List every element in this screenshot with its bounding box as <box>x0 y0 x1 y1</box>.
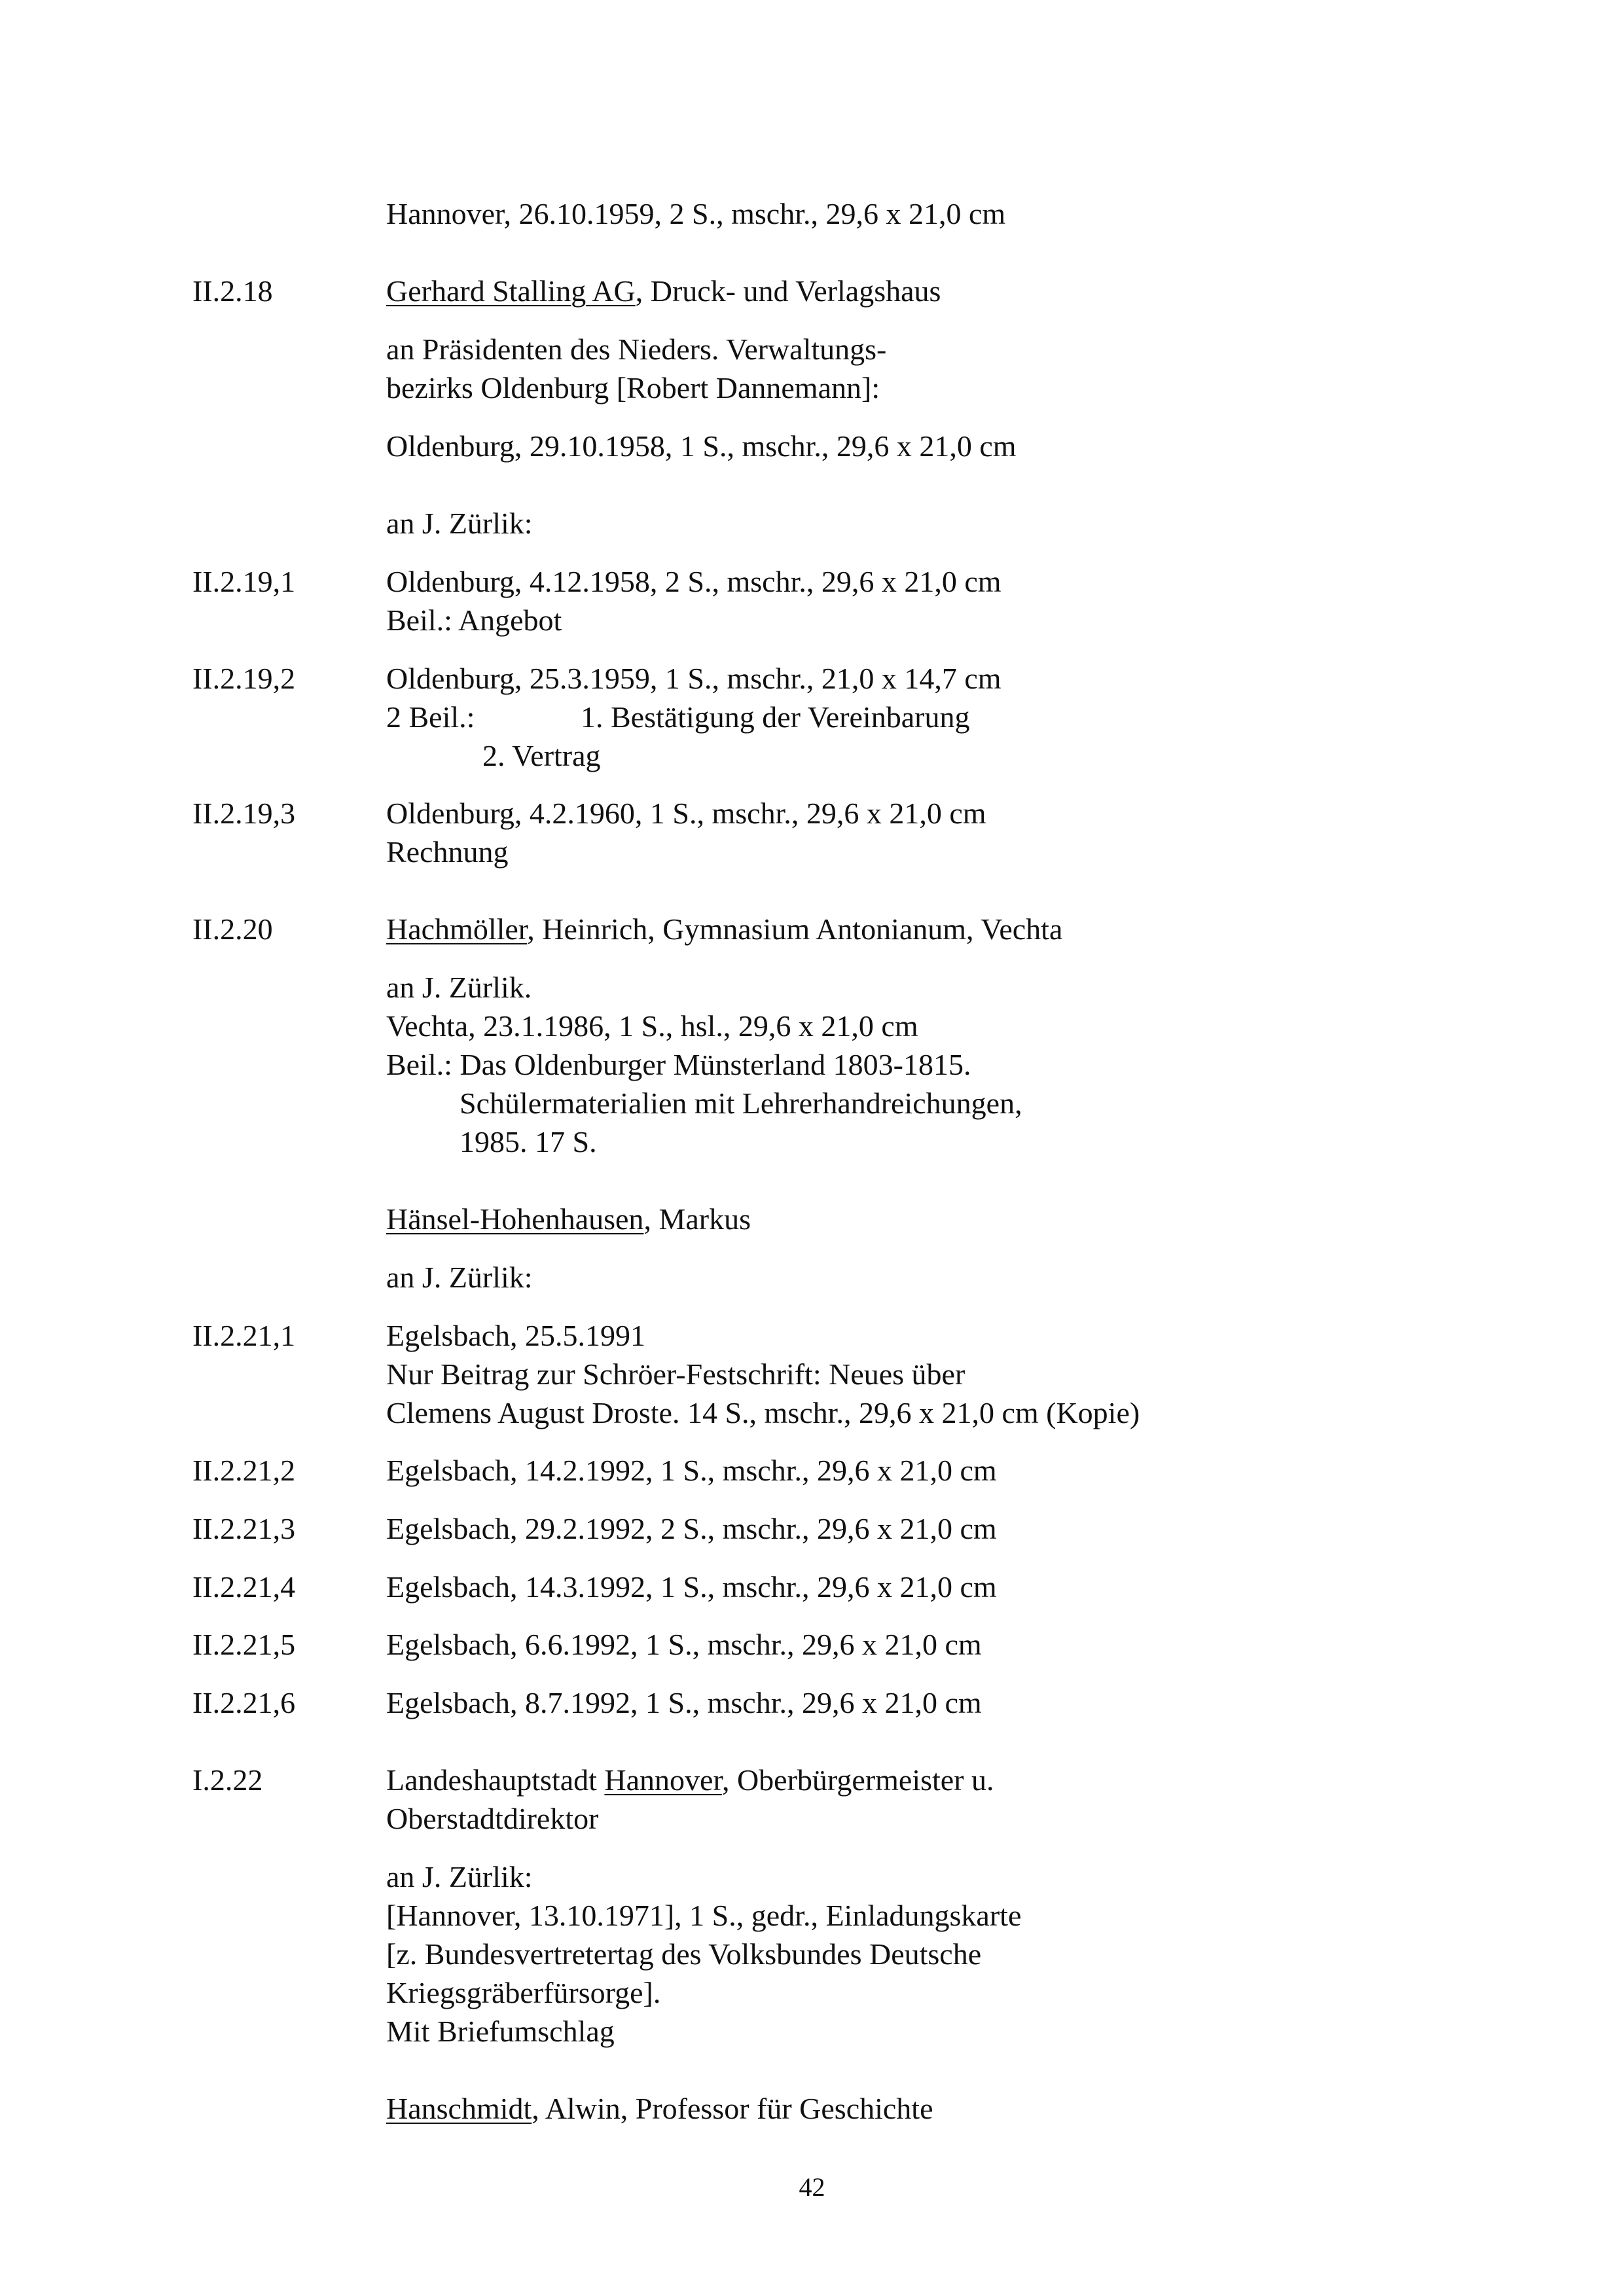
page-number: 42 <box>799 2172 825 2202</box>
entry-line: Egelsbach, 14.2.1992, 1 S., mschr., 29,6 x 21,0 cm <box>386 1454 997 1487</box>
correspondent-name: Hänsel-Hohenhausen <box>386 1202 644 1236</box>
entry-number: II.2.21,6 <box>192 1686 296 1719</box>
correspondent-detail: , Druck- und Verlagshaus <box>635 274 941 308</box>
entry-line: Rechnung <box>386 835 509 869</box>
entry-line: Oldenburg, 29.10.1958, 1 S., mschr., 29,6 x 21,0 cm <box>386 429 1017 463</box>
entry-line: 2 Beil.: <box>386 700 475 734</box>
entry-line: Mit Briefumschlag <box>386 2015 615 2048</box>
entry-number: I.2.22 <box>192 1763 263 1797</box>
entry-line: Oldenburg, 4.2.1960, 1 S., mschr., 29,6 x 21,0 cm <box>386 797 986 830</box>
correspondent-detail: , Oberbürgermeister u. <box>721 1763 994 1797</box>
correspondent-name: Hachmöller <box>386 912 528 946</box>
entry-line: Vechta, 23.1.1986, 1 S., hsl., 29,6 x 21,0 cm <box>386 1009 918 1043</box>
entry-line: Oberstadtdirektor <box>386 1802 599 1835</box>
entry-line: Egelsbach, 6.6.1992, 1 S., mschr., 29,6 x 21,0 cm <box>386 1628 982 1661</box>
correspondent-detail: , Alwin, Professor für Geschichte <box>532 2092 933 2125</box>
entry-number: II.2.19,1 <box>192 565 296 598</box>
entry-line: Egelsbach, 29.2.1992, 2 S., mschr., 29,6 x 21,0 cm <box>386 1512 997 1545</box>
entry-line: Egelsbach, 25.5.1991 <box>386 1319 646 1352</box>
entry-number: II.2.21,5 <box>192 1628 296 1661</box>
entry-line: an J. Zürlik. <box>386 971 532 1004</box>
entry-heading <box>386 1204 751 1234</box>
entry-number: II.2.19,2 <box>192 662 296 695</box>
entry-number: II.2.21,3 <box>192 1512 296 1545</box>
entry-line: Oldenburg, 4.12.1958, 2 S., mschr., 29,6 x 21,0 cm <box>386 565 1001 598</box>
entry-heading <box>386 276 941 306</box>
entry-number: II.2.18 <box>192 274 273 308</box>
entry-line: 1. Bestätigung der Vereinbarung <box>581 700 970 734</box>
entry-heading <box>386 2094 933 2124</box>
entry-line: Schülermaterialien mit Lehrerhandreichungen, <box>460 1086 1022 1120</box>
entry-line: Egelsbach, 8.7.1992, 1 S., mschr., 29,6 x 21,0 cm <box>386 1686 982 1719</box>
entry-line: Nur Beitrag zur Schröer-Festschrift: Neues über <box>386 1357 965 1391</box>
entry-line: Beil.: Das Oldenburger Münsterland 1803-1815. <box>386 1048 971 1081</box>
entry-number: II.2.21,1 <box>192 1319 296 1352</box>
entry-line: 1985. 17 S. <box>460 1125 597 1158</box>
entry-line: bezirks Oldenburg [Robert Dannemann]: <box>386 371 880 404</box>
entry-line: Egelsbach, 14.3.1992, 1 S., mschr., 29,6 x 21,0 cm <box>386 1570 997 1604</box>
entry-line: Clemens August Droste. 14 S., mschr., 29,6 x 21,0 cm (Kopie) <box>386 1396 1140 1429</box>
entry-line: an Präsidenten des Nieders. Verwaltungs- <box>386 332 887 366</box>
entry-line: 2. Vertrag <box>482 739 601 772</box>
entry-line: an J. Zürlik: <box>386 507 533 540</box>
entry-line: an J. Zürlik: <box>386 1261 533 1294</box>
entry-number: II.2.21,4 <box>192 1570 296 1604</box>
entry-line: an J. Zürlik: <box>386 1860 533 1893</box>
entry-line: Beil.: Angebot <box>386 603 562 637</box>
correspondent-name: Hannover <box>604 1763 722 1797</box>
correspondent-prefix: Landeshauptstadt <box>386 1763 605 1797</box>
entry-line: Oldenburg, 25.3.1959, 1 S., mschr., 21,0 x 14,7 cm <box>386 662 1001 695</box>
correspondent-name: Gerhard Stalling AG <box>386 274 636 308</box>
correspondent-detail: , Markus <box>643 1202 751 1236</box>
entry-line: Kriegsgräberfürsorge]. <box>386 1976 661 2009</box>
entry-heading <box>386 914 1062 944</box>
entry-number: II.2.20 <box>192 912 273 946</box>
entry-number: II.2.19,3 <box>192 797 296 830</box>
entry-number: II.2.21,2 <box>192 1454 296 1487</box>
entry-line: Hannover, 26.10.1959, 2 S., mschr., 29,6 x 21,0 cm <box>386 197 1006 230</box>
correspondent-name: Hanschmidt <box>386 2092 532 2125</box>
entry-line: [z. Bundesvertretertag des Volksbundes Deutsche <box>386 1937 982 1971</box>
correspondent-detail: , Heinrich, Gymnasium Antonianum, Vechta <box>527 912 1063 946</box>
entry-line: [Hannover, 13.10.1971], 1 S., gedr., Einladungskarte <box>386 1899 1022 1932</box>
entry-heading <box>386 1765 994 1795</box>
